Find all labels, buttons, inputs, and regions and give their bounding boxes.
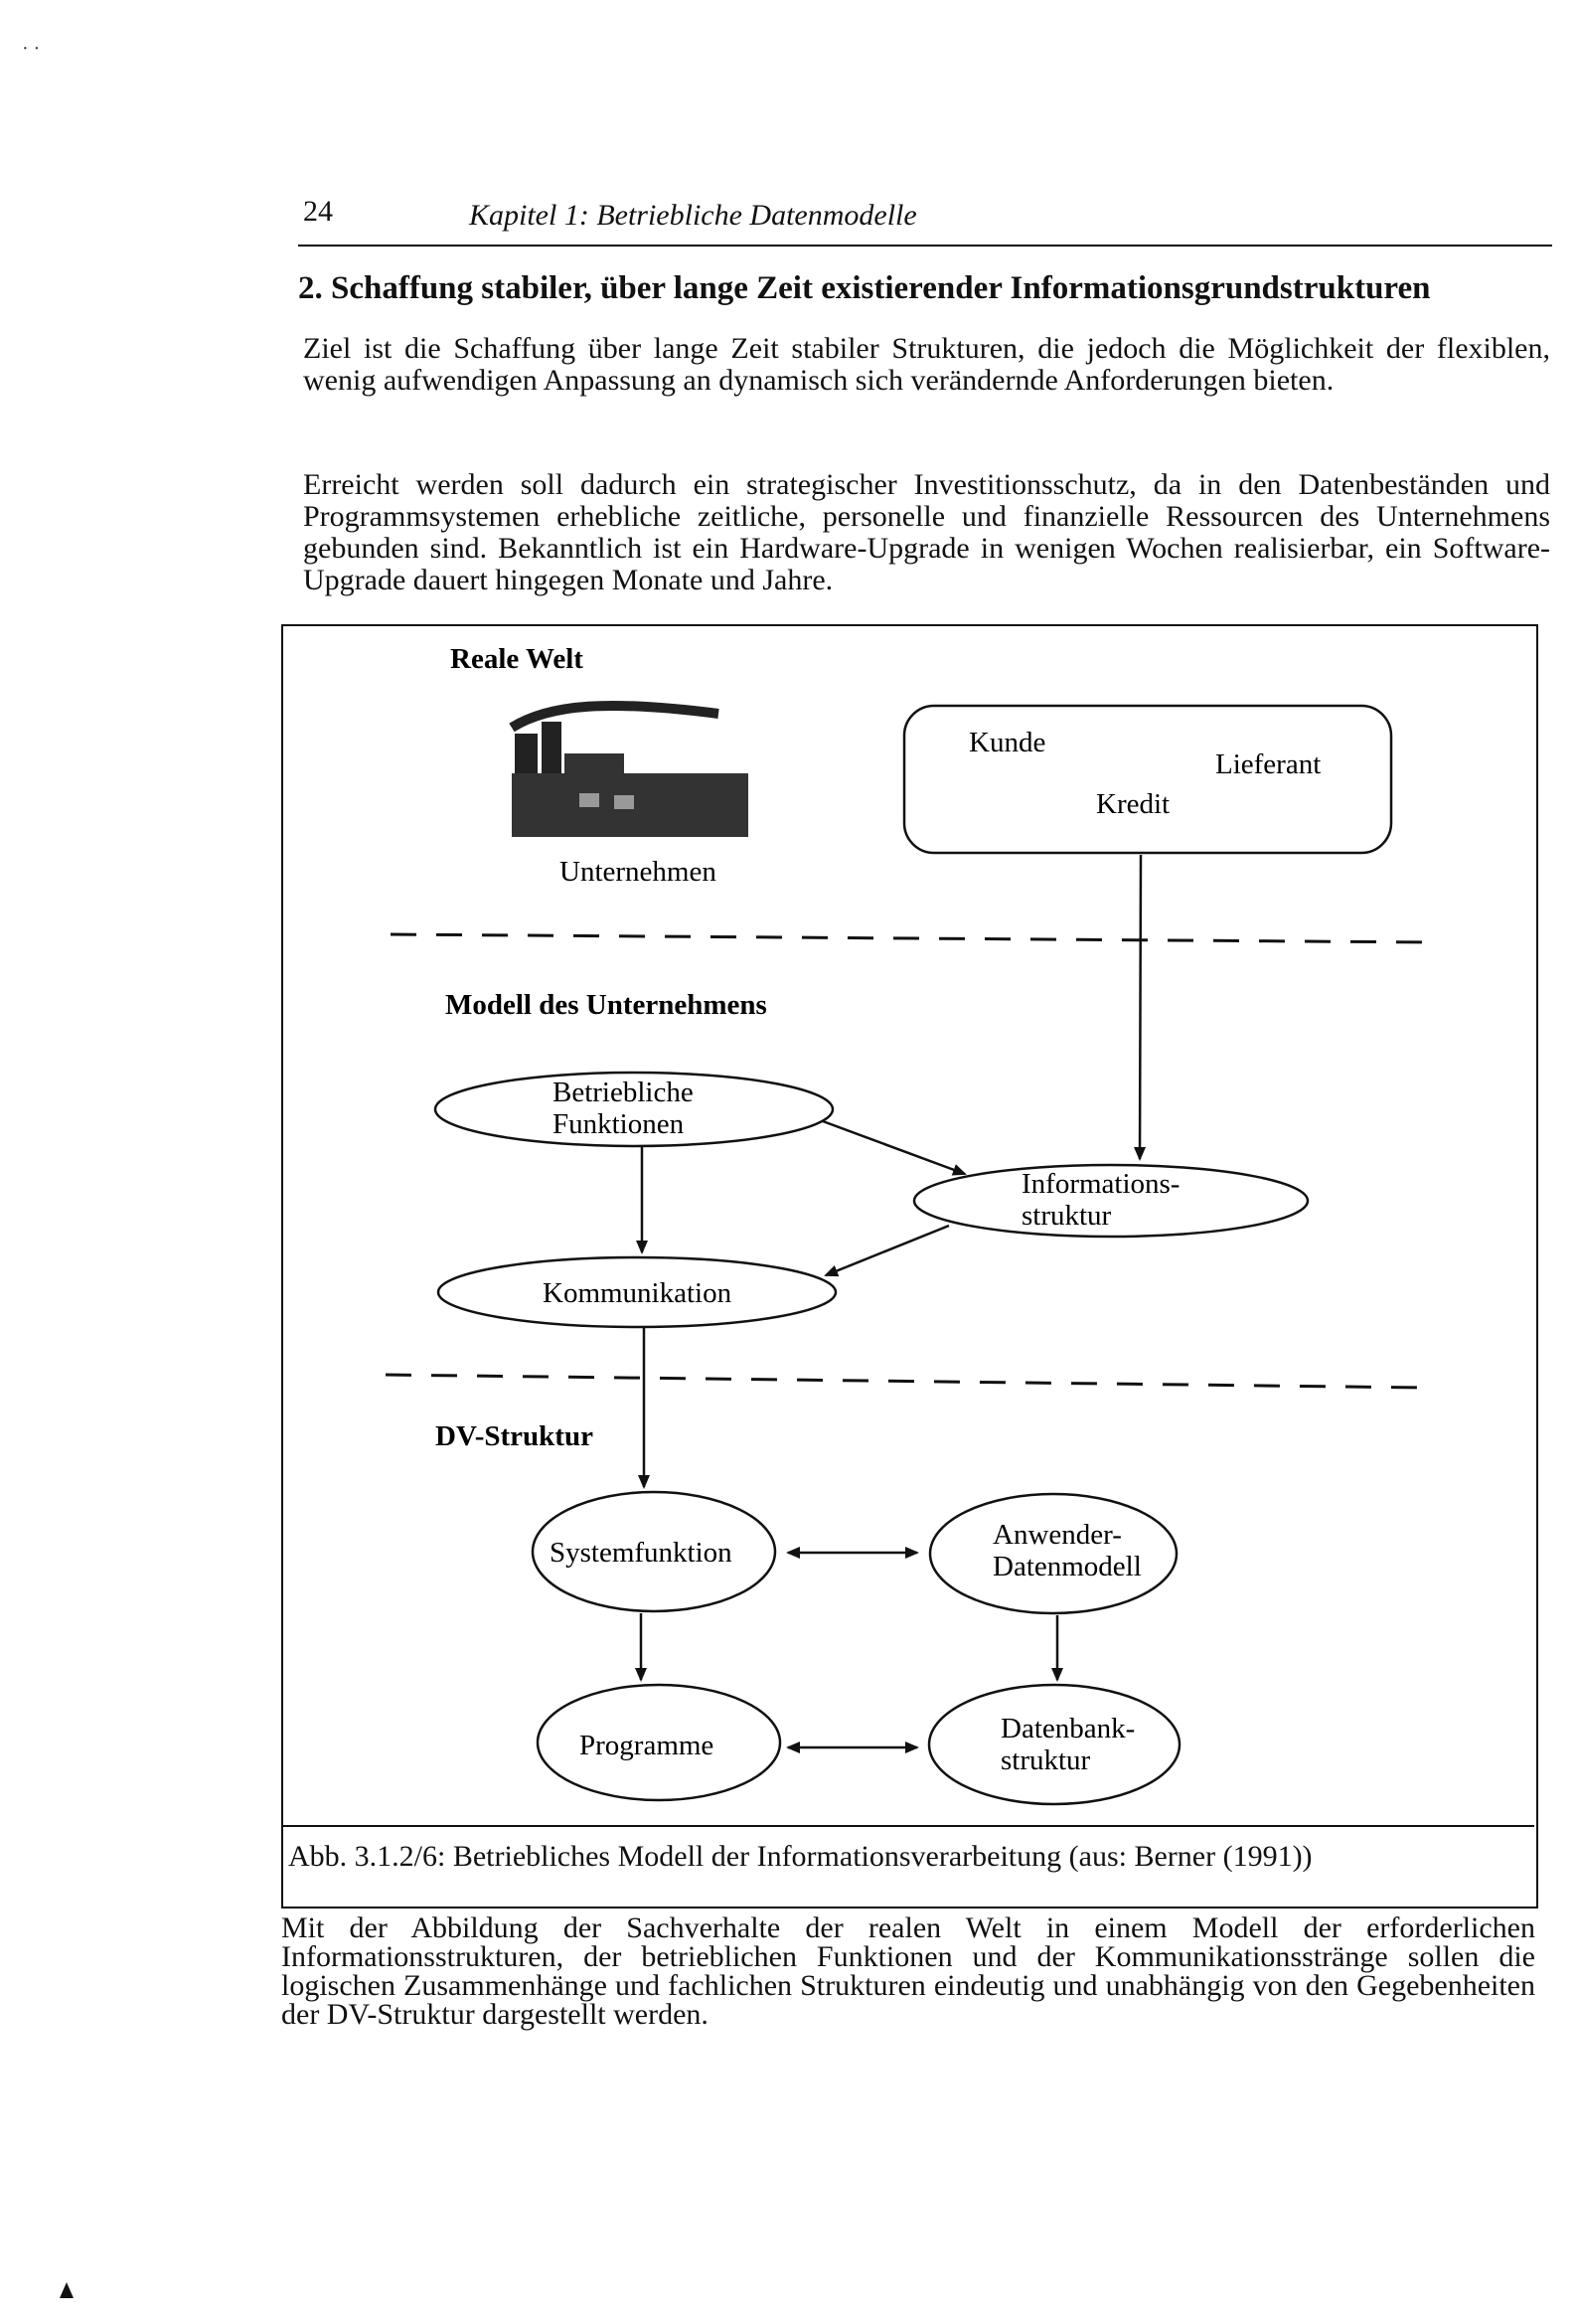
node-programme-label: Programme [579, 1730, 714, 1761]
header-rule [298, 245, 1552, 247]
separator-line-2 [386, 1375, 1424, 1388]
world-box-kunde: Kunde [969, 727, 1046, 758]
node-datenbank-line2: struktur [1001, 1744, 1091, 1776]
factory-label: Unternehmen [559, 856, 716, 888]
section-real-world-label: Reale Welt [450, 643, 583, 675]
node-kommunikation-label: Kommunikation [543, 1277, 732, 1309]
node-datenbank-line1: Datenbank- [1001, 1713, 1136, 1744]
node-info-line1: Informations- [1022, 1168, 1181, 1200]
node-funktionen-line2: Funktionen [552, 1108, 685, 1140]
node-anwender-line2: Datenmodell [993, 1551, 1142, 1582]
node-info-line2: struktur [1022, 1200, 1112, 1232]
node-funktionen-line1: Betriebliche [552, 1077, 694, 1108]
margin-mark: · · [22, 38, 41, 60]
section-model-label: Modell des Unternehmens [445, 989, 767, 1021]
arrow-info-to-kommunikation [826, 1226, 949, 1275]
corner-mark [60, 2282, 74, 2298]
paragraph-1: Ziel ist die Schaffung über lange Zeit stabiler Strukturen, die jedoch die Möglichkeit der flexiblen, wenig aufwendigen Anpassung an dynamisch sich verändernde Anforderungen bieten. [303, 332, 1550, 397]
arrow-funktionen-to-info [823, 1121, 965, 1174]
node-systemfunktion-label: Systemfunktion [550, 1537, 732, 1569]
node-anwender-line1: Anwender- [993, 1519, 1122, 1551]
figure-diagram [281, 624, 1534, 1827]
separator-line-1 [391, 934, 1434, 942]
world-box-kredit: Kredit [1096, 788, 1171, 820]
factory-icon [512, 706, 748, 837]
paragraph-3: Mit der Abbildung der Sachverhalte der realen Welt in einem Modell der erforderlichen Informationsstrukturen, der betrieblichen Funktionen und der Kommunikationsstränge sollen die logischen Zusammenhänge und fachlichen Strukturen eindeutig und unabhängig von den Gegebenheiten der DV-Struktur dargestellt werden. [281, 1911, 1535, 2031]
world-box-lieferant: Lieferant [1215, 748, 1322, 780]
page-number: 24 [303, 195, 333, 228]
arrow-world-to-info [1140, 855, 1141, 1159]
running-header: Kapitel 1: Betriebliche Datenmodelle [469, 199, 917, 232]
section-heading: 2. Schaffung stabiler, über lange Zeit existierender Informationsgrundstrukturen [298, 270, 1431, 306]
paragraph-2: Erreicht werden soll dadurch ein strategischer Investitionsschutz, da in den Datenbeständen und Programmsystemen erhebliche zeitliche, personelle und finanzielle Ressourcen des Unternehmens gebunden sind. Bekanntlich ist ein Hardware-Upgrade in wenigen Wochen realisierbar, ein Software-Upgrade dauert hingegen Monate und Jahre. [303, 468, 1550, 596]
figure-caption: Abb. 3.1.2/6: Betriebliches Modell der Informationsverarbeitung (aus: Berner (1991)) [288, 1840, 1313, 1873]
section-dv-label: DV-Struktur [435, 1420, 593, 1452]
